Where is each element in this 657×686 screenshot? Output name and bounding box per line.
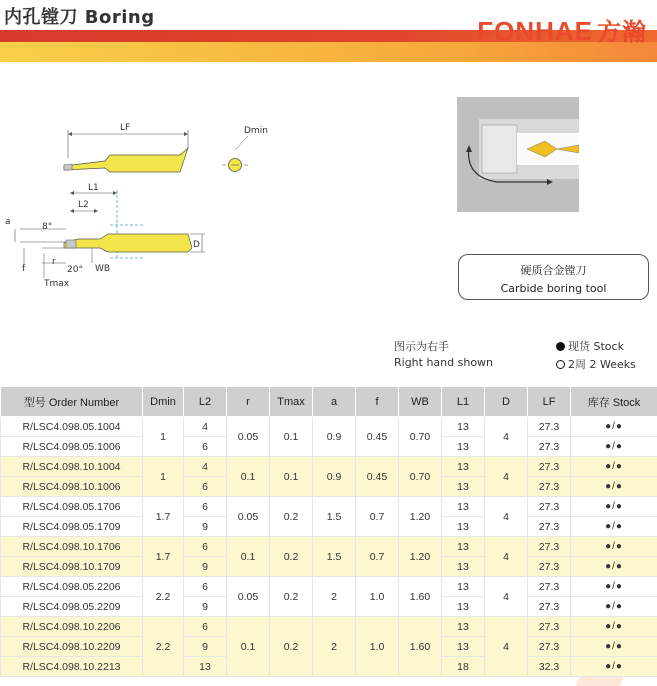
cell-f: 0.45 (356, 417, 399, 457)
cell-a: 2 (313, 577, 356, 617)
cell-r: 0.05 (227, 577, 270, 617)
page-title: 内孔镗刀 Boring (4, 7, 155, 28)
table-row (1, 497, 657, 517)
table-row (1, 457, 657, 477)
cell-l2: 9 (184, 597, 227, 617)
cell-l1: 18 (442, 657, 485, 677)
cell-l1: 13 (442, 637, 485, 657)
col-wb: WB (399, 387, 442, 417)
cell-stock: ●/● (571, 637, 657, 657)
legend-stock (556, 338, 624, 354)
label-d: D (193, 240, 200, 250)
cell-order: R/LSC4.098.05.2209 (1, 597, 143, 617)
cell-order: R/LSC4.098.10.2209 (1, 637, 143, 657)
col-dmin: Dmin (143, 387, 184, 417)
cell-tmax: 0.1 (270, 417, 313, 457)
cell-tmax: 0.2 (270, 577, 313, 617)
cell-l2: 6 (184, 497, 227, 517)
cell-lf: 27.3 (528, 497, 571, 517)
cell-lf: 27.3 (528, 417, 571, 437)
cell-stock: ●/● (571, 437, 657, 457)
cell-f: 1.0 (356, 577, 399, 617)
cell-r: 0.05 (227, 417, 270, 457)
cell-d: 4 (485, 417, 528, 457)
cell-d: 4 (485, 577, 528, 617)
cell-a: 0.9 (313, 457, 356, 497)
table-row (1, 577, 657, 597)
label-l2: L2 (78, 200, 89, 210)
cell-tmax: 0.2 (270, 537, 313, 577)
cell-stock: ●/● (571, 477, 657, 497)
col-f: f (356, 387, 399, 417)
cell-d: 4 (485, 497, 528, 537)
label-wb: WB (95, 264, 111, 274)
page-header (0, 0, 657, 64)
cell-a: 1.5 (313, 537, 356, 577)
cell-l2: 6 (184, 577, 227, 597)
cell-l1: 13 (442, 577, 485, 597)
cell-d: 4 (485, 617, 528, 677)
cell-l2: 9 (184, 637, 227, 657)
cell-r: 0.1 (227, 537, 270, 577)
table-row (1, 417, 657, 437)
table-row (1, 617, 657, 637)
cell-stock: ●/● (571, 457, 657, 477)
cell-lf: 27.3 (528, 457, 571, 477)
cell-tmax: 0.2 (270, 617, 313, 677)
cell-l1: 13 (442, 537, 485, 557)
cell-d: 4 (485, 537, 528, 577)
cell-a: 0.9 (313, 417, 356, 457)
cell-dmin: 1 (143, 417, 184, 457)
cell-f: 0.7 (356, 537, 399, 577)
cell-r: 0.1 (227, 617, 270, 677)
cell-lf: 27.3 (528, 557, 571, 577)
col-d: D (485, 387, 528, 417)
cell-dmin: 1.7 (143, 537, 184, 577)
tool-side-view (5, 183, 205, 289)
cell-wb: 1.20 (399, 537, 442, 577)
caption-cn: 硬质合金镗刀 (520, 264, 587, 277)
filled-dot-icon (556, 342, 565, 351)
col-r: r (227, 387, 270, 417)
product-table (0, 386, 657, 677)
cell-l1: 13 (442, 557, 485, 577)
cell-l2: 13 (184, 657, 227, 677)
cell-wb: 0.70 (399, 457, 442, 497)
cell-l1: 13 (442, 457, 485, 477)
cell-order: R/LSC4.098.10.2206 (1, 617, 143, 637)
cell-dmin: 1 (143, 457, 184, 497)
cell-lf: 27.3 (528, 537, 571, 557)
cell-lf: 27.3 (528, 577, 571, 597)
cell-stock: ●/● (571, 577, 657, 597)
cell-f: 0.45 (356, 457, 399, 497)
cell-dmin: 2.2 (143, 577, 184, 617)
product-caption (458, 254, 649, 300)
cell-dmin: 1.7 (143, 497, 184, 537)
cell-lf: 27.3 (528, 617, 571, 637)
cell-order: R/LSC4.098.05.1006 (1, 437, 143, 457)
table-row (1, 537, 657, 557)
tool-dimension-diagram (0, 108, 300, 298)
cell-r: 0.1 (227, 457, 270, 497)
cell-lf: 27.3 (528, 477, 571, 497)
cell-lf: 32.3 (528, 657, 571, 677)
cell-order: R/LSC4.098.10.1006 (1, 477, 143, 497)
cell-l1: 13 (442, 477, 485, 497)
cell-stock: ●/● (571, 557, 657, 577)
note-right-hand-cn: 图示为右手 (394, 340, 449, 353)
brand-logo (477, 12, 647, 47)
boring-application-image (457, 97, 579, 212)
cell-lf: 27.3 (528, 517, 571, 537)
cell-l2: 6 (184, 437, 227, 457)
col-order-number: 型号 Order Number (1, 387, 143, 417)
cell-l2: 9 (184, 517, 227, 537)
note-right-hand-en: Right hand shown (394, 356, 494, 369)
cell-stock: ●/● (571, 517, 657, 537)
cell-stock: ●/● (571, 497, 657, 517)
cell-l1: 13 (442, 617, 485, 637)
cell-wb: 1.60 (399, 577, 442, 617)
cell-order: R/LSC4.098.10.1004 (1, 457, 143, 477)
cell-l1: 13 (442, 517, 485, 537)
cell-l1: 13 (442, 597, 485, 617)
table-header-row (1, 387, 657, 417)
hollow-dot-icon (556, 360, 565, 369)
cell-lf: 27.3 (528, 437, 571, 457)
col-l2: L2 (184, 387, 227, 417)
cell-tmax: 0.2 (270, 497, 313, 537)
cell-d: 4 (485, 457, 528, 497)
cell-order: R/LSC4.098.05.2206 (1, 577, 143, 597)
cell-order: R/LSC4.098.05.1004 (1, 417, 143, 437)
label-8deg: 8° (42, 222, 53, 232)
label-f: f (22, 264, 26, 274)
col-l1: L1 (442, 387, 485, 417)
logo-cn: 方瀚 (597, 18, 647, 46)
legend-two-weeks-label: 2周 2 Weeks (568, 358, 636, 371)
cell-f: 1.0 (356, 617, 399, 677)
tool-top-view (64, 123, 188, 172)
cell-l2: 9 (184, 557, 227, 577)
cell-a: 2 (313, 617, 356, 677)
label-a: a (5, 217, 11, 227)
cell-order: R/LSC4.098.10.1709 (1, 557, 143, 577)
cell-l1: 13 (442, 497, 485, 517)
label-r: r (52, 257, 56, 267)
legend-stock-label: 现货 Stock (568, 340, 624, 353)
cell-order: R/LSC4.098.05.1706 (1, 497, 143, 517)
label-l1: L1 (88, 183, 99, 193)
cell-stock: ●/● (571, 657, 657, 677)
cell-lf: 27.3 (528, 637, 571, 657)
label-lf: LF (120, 123, 131, 133)
col-a: a (313, 387, 356, 417)
cell-stock: ●/● (571, 417, 657, 437)
caption-en: Carbide boring tool (500, 282, 607, 295)
cell-stock: ●/● (571, 597, 657, 617)
cell-order: R/LSC4.098.05.1709 (1, 517, 143, 537)
cell-wb: 1.20 (399, 497, 442, 537)
cell-l2: 6 (184, 477, 227, 497)
label-dmin: Dmin (244, 126, 268, 136)
cell-dmin: 2.2 (143, 617, 184, 677)
cell-wb: 0.70 (399, 417, 442, 457)
cell-stock: ●/● (571, 617, 657, 637)
cell-l2: 6 (184, 537, 227, 557)
cell-f: 0.7 (356, 497, 399, 537)
logo-text: FONHAE (477, 16, 593, 46)
col-tmax: Tmax (270, 387, 313, 417)
cell-wb: 1.60 (399, 617, 442, 677)
cell-l2: 4 (184, 457, 227, 477)
cell-a: 1.5 (313, 497, 356, 537)
tool-end-view (222, 126, 268, 172)
col-lf: LF (528, 387, 571, 417)
cell-l2: 4 (184, 417, 227, 437)
cell-tmax: 0.1 (270, 457, 313, 497)
col-stock: 库存 Stock (571, 387, 657, 417)
cell-r: 0.05 (227, 497, 270, 537)
cell-l1: 13 (442, 417, 485, 437)
cell-l2: 6 (184, 617, 227, 637)
cell-lf: 27.3 (528, 597, 571, 617)
cell-stock: ●/● (571, 537, 657, 557)
cell-order: R/LSC4.098.10.1706 (1, 537, 143, 557)
label-20deg: 20° (67, 265, 83, 275)
cell-order: R/LSC4.098.10.2213 (1, 657, 143, 677)
label-tmax: Tmax (44, 279, 70, 289)
cell-l1: 13 (442, 437, 485, 457)
legend-two-weeks (556, 356, 636, 372)
